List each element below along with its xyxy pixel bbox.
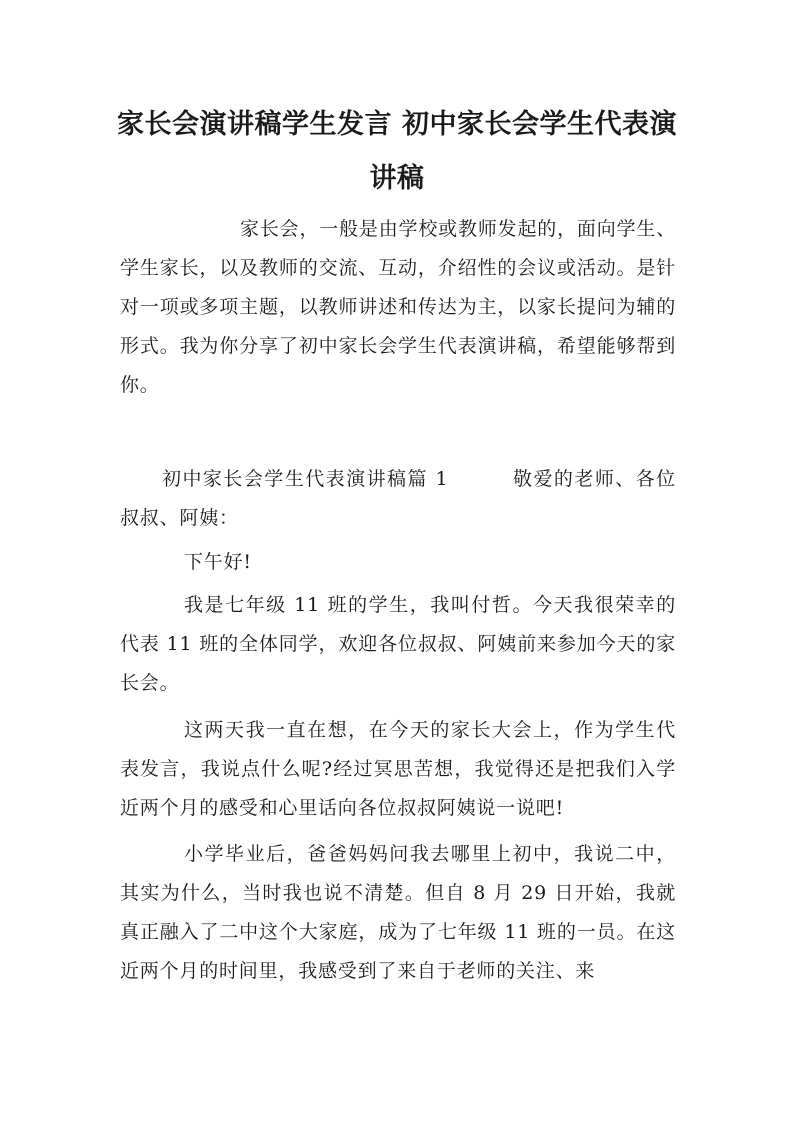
section-opening: [120, 460, 676, 538]
speech-paragraph-1: 我是七年级 11 班的学生，我叫付哲。今天我很荣幸的代表 11 班的全体同学，欢迎各位叔叔、阿姨前来参加今天的家长会。: [120, 594, 676, 694]
document-title: 家长会演讲稿学生发言 初中家长会学生代表演讲稿: [117, 109, 677, 194]
speech-paragraph-3: 小学毕业后，爸爸妈妈问我去哪里上初中，我说二中，其实为什么，当时我也说不清楚。但自 8 月 29 日开始，我就真正融入了二中这个大家庭，成为了七年级 11 班的一员。在这近两个月的时间里，我感受到了来自于老师的关注、来: [120, 843, 676, 982]
greeting: 下午好!: [184, 551, 252, 573]
salutation: 敬爱的老师、各位叔叔、阿姨：: [120, 468, 676, 529]
speech-paragraph-2: 这两天我一直在想，在今天的家长大会上，作为学生代表发言，我说点什么呢?经过冥思苦想，我觉得还是把我们入学近两个月的感受和心里话向各位叔叔阿姨说一说吧!: [120, 719, 676, 819]
intro-paragraph: 家长会，一般是由学校或教师发起的，面向学生、学生家长，以及教师的交流、互动，介绍性的会议或活动。是针对一项或多项主题，以教师讲述和传达为主，以家长提问为辅的形式。我为你分享了初中家长会学生代表演讲稿，希望能够帮到你。: [120, 218, 676, 396]
section-heading: 初中家长会学生代表演讲稿篇 1: [162, 468, 449, 490]
